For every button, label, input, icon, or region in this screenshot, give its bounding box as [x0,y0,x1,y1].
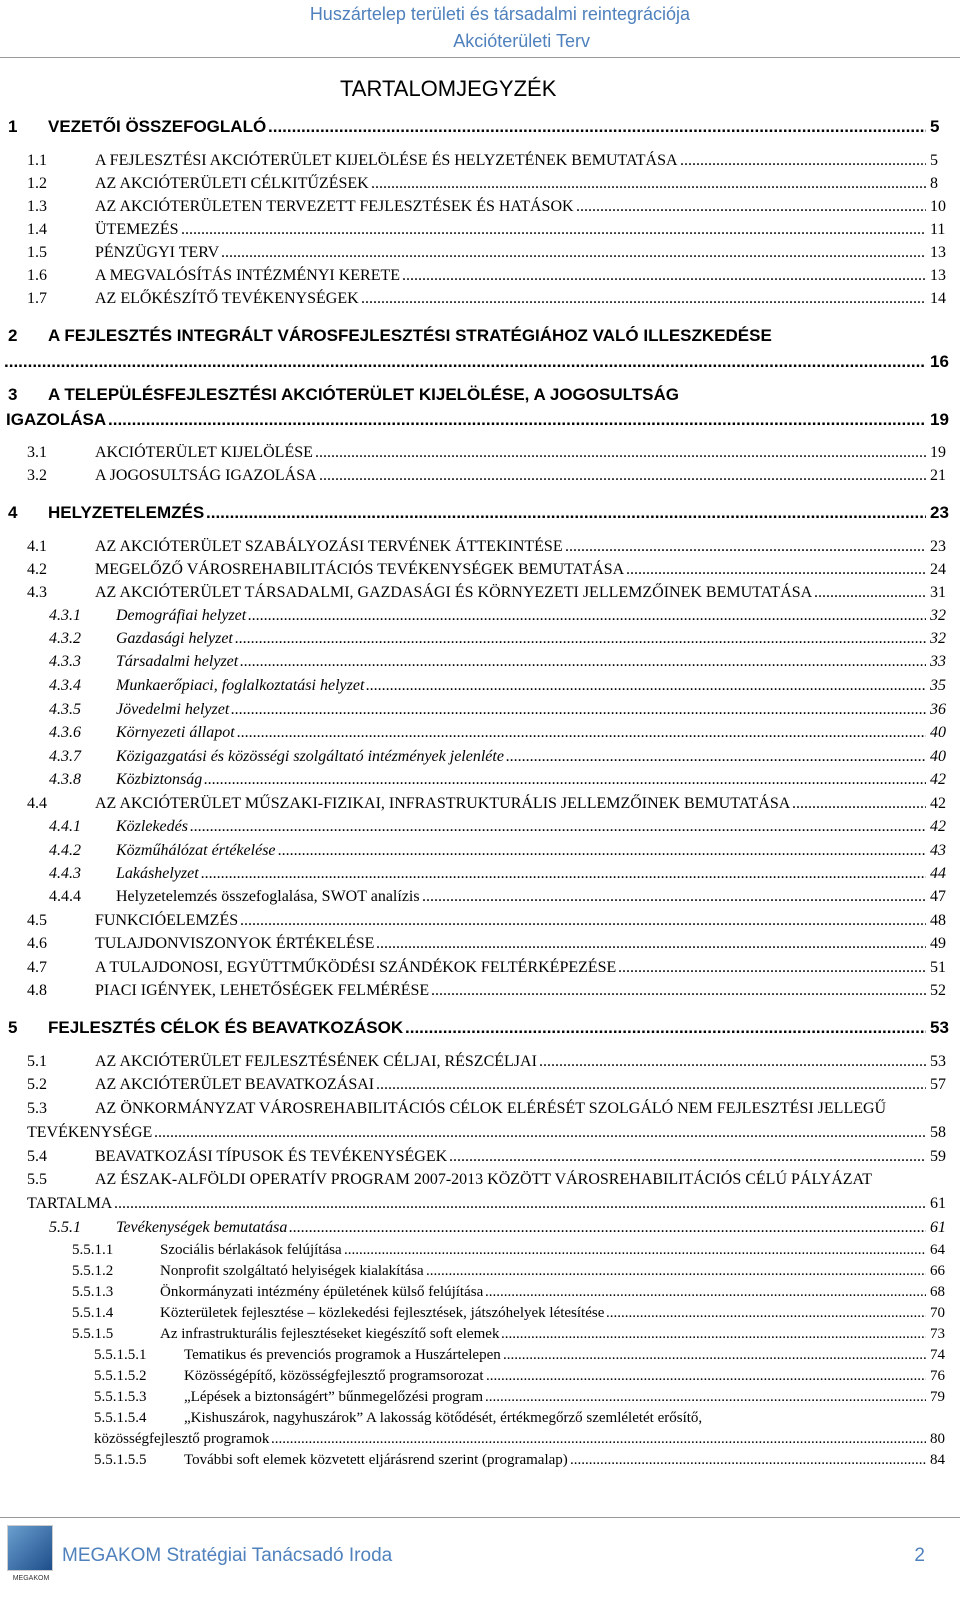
toc-entry-title: Önkormányzati intézmény épületének külső felújítása [160,1284,484,1300]
toc-entry-number: 5.5.1.5.2 [94,1368,147,1384]
toc-entry-4-5[interactable] [0,912,960,934]
toc-entry-page: 23 [930,503,949,522]
toc-entry-page: 35 [930,677,946,694]
toc-entry-4-8[interactable] [0,982,960,1004]
toc-entry-page: 44 [930,865,946,882]
toc-entry-title: Szociális bérlakások felújítása [160,1242,342,1258]
toc-entry-number: 4.4.2 [49,842,81,859]
toc-entry-title: FEJLESZTÉS CÉLOK ÉS BEAVATKOZÁSOK [48,1018,404,1037]
toc-entry-title: PÉNZÜGYI TERV [95,244,220,261]
toc-entry-title: Jövedelmi helyzet [116,701,230,718]
toc-entry-page: 61 [930,1219,946,1236]
megakom-logo-icon [7,1525,53,1582]
toc-entry-number: 4.3.2 [49,630,81,647]
toc-entry-title: VEZETŐI ÖSSZEFOGLALÓ [48,117,267,136]
toc-entry-5-4[interactable] [0,1148,960,1170]
toc-dot-leader [361,290,926,312]
toc-dot-leader [271,1431,926,1453]
toc-dot-leader [235,630,926,652]
toc-entry-page: 31 [930,584,946,601]
toc-entry-title: Tematikus és prevenciós programok a Huszártelepen [184,1347,501,1363]
toc-entry-title: AZ AKCIÓTERÜLET BEAVATKOZÁSAI [95,1076,375,1093]
toc-entry-4-3-7[interactable] [0,748,960,770]
toc-entry-page: 70 [930,1305,945,1321]
toc-entry-number: 4.4.1 [49,818,81,835]
toc-entry-title: Helyzetelemzés összefoglalása, SWOT analízis [116,888,420,905]
toc-entry-1-6[interactable] [0,267,960,289]
toc-entry-4-4[interactable] [0,795,960,817]
toc-entry-5-5-1-5-1[interactable] [0,1347,960,1369]
toc-entry-1-4[interactable] [0,221,960,243]
toc-entry-page: 79 [930,1389,945,1405]
footer-organization: MEGAKOM Stratégiai Tanácsadó Iroda [62,1545,393,1566]
toc-entry-page: 48 [930,912,946,929]
toc-entry-3-1[interactable] [0,444,960,466]
toc-entry-page: 10 [930,198,946,215]
toc-entry-page: 47 [930,888,946,905]
toc-entry-2[interactable] [0,326,960,348]
toc-entry-page: 8 [930,175,938,192]
toc-entry-page: 57 [930,1076,946,1093]
toc-entry-1[interactable] [0,117,960,139]
toc-entry-number: 5.5 [27,1171,47,1188]
toc-entry-number: 5 [8,1018,18,1037]
toc-dot-leader [4,352,926,374]
toc-entry-page: 84 [930,1452,945,1468]
toc-entry-page: 32 [930,630,946,647]
toc-entry-page: 80 [930,1431,945,1447]
toc-dot-leader [240,653,926,675]
toc-entry-page: 16 [930,352,949,371]
toc-entry-1-5[interactable] [0,244,960,266]
toc-entry-page: 68 [930,1284,945,1300]
toc-entry-page: 5 [930,117,940,136]
toc-dot-leader [422,888,926,910]
toc-dot-leader [206,503,926,525]
toc-entry-number: 4.3.3 [49,653,81,670]
toc-entry-3-2[interactable] [0,467,960,489]
toc-entry-number: 1.6 [27,267,47,284]
toc-entry-5-5-1-5-5[interactable] [0,1452,960,1474]
toc-entry-title: Közterületek fejlesztése – közlekedési fejlesztések, játszóhelyek létesítése [160,1305,605,1321]
toc-entry-number: 4.3.1 [49,607,81,624]
toc-entry-4-4-4[interactable] [0,888,960,910]
toc-entry-title: ÜTEMEZÉS [95,221,179,238]
toc-entry-title: A MEGVALÓSÍTÁS INTÉZMÉNYI KERETE [95,267,401,284]
toc-dot-leader [114,1195,926,1217]
toc-entry-4-1[interactable] [0,538,960,560]
toc-entry-page: 40 [930,724,946,741]
toc-entry-number: 4.3 [27,584,47,601]
toc-entry-4-3-1[interactable] [0,607,960,629]
toc-entry-title-continued: TARTALMA [27,1195,113,1212]
toc-dot-leader [431,982,926,1004]
toc-dot-leader [565,538,926,560]
toc-dot-leader [221,244,926,266]
toc-entry-title: Közműhálózat értékelése [116,842,276,859]
toc-dot-leader [626,561,926,583]
toc-entry-page: 33 [930,653,946,670]
toc-entry-title: Közösségépítő, közösségfejlesztő programsorozat [184,1368,484,1384]
toc-entry-number: 5.5.1.5.4 [94,1410,147,1426]
toc-entry-number: 5.5.1.5.3 [94,1389,147,1405]
toc-entry-5-5-1-1[interactable] [0,1242,960,1264]
toc-entry-number: 4.3.4 [49,677,81,694]
toc-entry-title: A FEJLESZTÉSI AKCIÓTERÜLET KIJELÖLÉSE ÉS HELYZETÉNEK BEMUTATÁSA [95,152,678,169]
toc-entry-number: 4.5 [27,912,47,929]
toc-entry-title: AZ ÖNKORMÁNYZAT VÁROSREHABILITÁCIÓS CÉLOK ELÉRÉSÉT SZOLGÁLÓ NEM FEJLESZTÉSI JELLEGŰ [95,1100,887,1117]
toc-entry-4[interactable] [0,503,960,525]
toc-entry-4-3-8[interactable] [0,771,960,793]
toc-entry-number: 4.3.7 [49,748,81,765]
toc-entry-title: AKCIÓTERÜLET KIJELÖLÉSE [95,444,313,461]
toc-entry-title: AZ ÉSZAK-ALFÖLDI OPERATÍV PROGRAM 2007-2013 KÖZÖTT VÁROSREHABILITÁCIÓS CÉLÚ PÁLYÁZAT [95,1171,873,1188]
toc-entry-1-1[interactable] [0,152,960,174]
toc-entry-page: 36 [930,701,946,718]
toc-entry-5-5-1-2[interactable] [0,1263,960,1285]
toc-entry-5-5-1-5-3[interactable] [0,1389,960,1411]
toc-dot-leader [402,267,926,289]
toc-entry-number: 1.1 [27,152,47,169]
toc-entry-4-2[interactable] [0,561,960,583]
toc-entry-number: 4.6 [27,935,47,952]
toc-dot-leader [278,842,926,864]
toc-entry-number: 5.5.1.5.5 [94,1452,147,1468]
toc-entry-5-3[interactable] [0,1100,960,1122]
toc-entry-number: 5.5.1.5.1 [94,1347,147,1363]
toc-entry-4-4-1[interactable] [0,818,960,840]
toc-entry-4-3-4[interactable] [0,677,960,699]
toc-entry-4-3-6[interactable] [0,724,960,746]
toc-dot-leader [371,175,926,197]
toc-entry-title: A FEJLESZTÉS INTEGRÁLT VÁROSFEJLESZTÉSI STRATÉGIÁHOZ VALÓ ILLESZKEDÉSE [48,326,772,345]
toc-entry-number: 1.3 [27,198,47,215]
toc-dot-leader [485,1284,926,1306]
toc-entry-title: A TELEPÜLÉSFEJLESZTÉSI AKCIÓTERÜLET KIJELÖLÉSE, A JOGOSULTSÁG [48,385,679,404]
toc-entry-page: 49 [930,935,946,952]
toc-entry-title: MEGELŐZŐ VÁROSREHABILITÁCIÓS TEVÉKENYSÉGEK BEMUTATÁSA [95,561,625,578]
toc-entry-page: 51 [930,959,946,976]
toc-dot-leader [154,1124,926,1146]
toc-entry-title: Az infrastrukturális fejlesztéseket kiegészítő soft elemek [160,1326,500,1342]
toc-entry-5-5-1-5-4-continued[interactable] [0,1431,960,1453]
header-document-title: Akcióterületi Terv [453,31,590,51]
toc-entry-page: 40 [930,748,946,765]
toc-entry-title: Demográfiai helyzet [116,607,247,624]
toc-entry-number: 5.4 [27,1148,47,1165]
toc-entry-page: 21 [930,467,946,484]
toc-entry-number: 3 [8,385,18,404]
toc-entry-page: 53 [930,1053,946,1070]
toc-entry-4-3-5[interactable] [0,701,960,723]
logo-wordmark: MEGAKOM [12,1575,50,1582]
toc-entry-4-3-2[interactable] [0,630,960,652]
toc-entry-number: 3.1 [27,444,47,461]
toc-entry-page: 14 [930,290,946,307]
toc-entry-page: 52 [930,982,946,999]
toc-entry-title: AZ AKCIÓTERÜLETI CÉLKITŰZÉSEK [95,175,369,192]
toc-entry-number: 4.1 [27,538,47,555]
toc-entry-page: 58 [930,1124,946,1141]
toc-entry-5-5[interactable] [0,1171,960,1193]
toc-entry-title-continued: TEVÉKENYSÉGE [27,1124,153,1141]
toc-entry-page: 74 [930,1347,945,1363]
toc-dot-leader [618,959,926,981]
toc-entry-3[interactable] [0,385,960,407]
toc-entry-title: FUNKCIÓELEMZÉS [95,912,239,929]
toc-entry-1-7[interactable] [0,290,960,312]
toc-dot-leader [814,584,926,606]
toc-dot-leader [344,1242,926,1264]
toc-entry-page: 13 [930,244,946,261]
toc-dot-leader [576,198,926,220]
toc-entry-page: 73 [930,1326,945,1342]
toc-entry-number: 5.3 [27,1100,47,1117]
toc-entry-title: Környezeti állapot [116,724,235,741]
toc-dot-leader [376,1076,926,1098]
toc-entry-title: HELYZETELEMZÉS [48,503,205,522]
toc-entry-5-5-1[interactable] [0,1219,960,1241]
toc-entry-5-2[interactable] [0,1076,960,1098]
toc-entry-page: 32 [930,607,946,624]
toc-entry-title: A TULAJDONOSI, EGYÜTTMŰKÖDÉSI SZÁNDÉKOK FELTÉRKÉPEZÉSE [95,959,617,976]
toc-dot-leader [201,865,926,887]
toc-dot-leader [268,117,926,139]
toc-entry-title: AZ AKCIÓTERÜLET MŰSZAKI-FIZIKAI, INFRASTRUKTURÁLIS JELLEMZŐINEK BEMUTATÁSA [95,795,791,812]
toc-entry-page: 61 [930,1195,946,1212]
toc-dot-leader [405,1018,926,1040]
toc-entry-number: 5.5.1.1 [72,1242,114,1258]
toc-entry-page: 76 [930,1368,945,1384]
toc-dot-leader [108,410,926,432]
toc-entry-title: Közigazgatási és közösségi szolgáltató intézmények jelenléte [116,748,504,765]
toc-entry-5-5-1-5-4[interactable] [0,1410,960,1432]
toc-dot-leader [570,1452,926,1474]
footer-page-number: 2 [914,1545,925,1566]
toc-entry-title: AZ ELŐKÉSZÍTŐ TEVÉKENYSÉGEK [95,290,359,307]
toc-dot-leader [792,795,926,817]
toc-entry-1-3[interactable] [0,198,960,220]
toc-entry-5-5-1-5-2[interactable] [0,1368,960,1390]
toc-entry-title: Nonprofit szolgáltató helyiségek kialakítása [160,1263,424,1279]
toc-entry-number: 4 [8,503,18,522]
toc-dot-leader [376,935,926,957]
toc-dot-leader [315,444,926,466]
toc-entry-page: 23 [930,538,946,555]
toc-dot-leader [539,1053,926,1075]
toc-entry-5-1[interactable] [0,1053,960,1075]
toc-dot-leader [237,724,926,746]
toc-entry-5[interactable] [0,1018,960,1040]
toc-entry-number: 5.5.1.5 [72,1326,114,1342]
toc-dot-leader [680,152,926,174]
footer-divider [0,1517,960,1518]
toc-entry-title: AZ AKCIÓTERÜLET SZABÁLYOZÁSI TERVÉNEK ÁTTEKINTÉSE [95,538,563,555]
toc-entry-page: 5 [930,152,938,169]
header-project-title: Huszártelep területi és társadalmi reintegrációja [309,4,690,24]
toc-entry-page: 11 [930,221,946,238]
toc-entry-page: 59 [930,1148,946,1165]
toc-entry-title: Tevékenységek bemutatása [116,1219,288,1236]
toc-dot-leader [190,818,926,840]
toc-entry-number: 1.5 [27,244,47,261]
toc-entry-number: 4.4 [27,795,47,812]
toc-entry-number: 5.5.1.2 [72,1263,114,1279]
toc-entry-4-6[interactable] [0,935,960,957]
toc-entry-title: További soft elemek közvetett eljárásrend szerint (programalap) [184,1452,568,1468]
toc-entry-4-4-3[interactable] [0,865,960,887]
toc-dot-leader [501,1326,926,1348]
toc-dot-leader [319,467,926,489]
toc-entry-page: 24 [930,561,946,578]
toc-entry-5-5-1-4[interactable] [0,1305,960,1327]
toc-entry-number: 3.2 [27,467,47,484]
toc-entry-page: 66 [930,1263,945,1279]
toc-entry-title: AZ AKCIÓTERÜLETEN TERVEZETT FEJLESZTÉSEK ÉS HATÁSOK [95,198,574,215]
toc-entry-title: A JOGOSULTSÁG IGAZOLÁSA [95,467,317,484]
toc-entry-title: BEAVATKOZÁSI TÍPUSOK ÉS TEVÉKENYSÉGEK [95,1148,448,1165]
toc-entry-number: 1 [8,117,18,136]
toc-entry-number: 4.7 [27,959,47,976]
toc-entry-number: 4.3.8 [49,771,81,788]
toc-dot-leader [506,748,926,770]
toc-entry-title-continued: közösségfejlesztő programok [94,1431,270,1447]
toc-entry-5-3-continued[interactable] [0,1124,960,1146]
toc-dot-leader [449,1148,926,1170]
toc-entry-number: 5.2 [27,1076,47,1093]
toc-entry-number: 5.1 [27,1053,47,1070]
toc-entry-number: 5.5.1.3 [72,1284,114,1300]
toc-entry-3-continued[interactable] [0,410,960,432]
toc-entry-number: 4.2 [27,561,47,578]
toc-entry-number: 4.3.5 [49,701,81,718]
toc-entry-4-3[interactable] [0,584,960,606]
toc-dot-leader [606,1305,926,1327]
toc-entry-1-2[interactable] [0,175,960,197]
toc-entry-title: Gazdasági helyzet [116,630,233,647]
toc-entry-number: 4.8 [27,982,47,999]
toc-entry-page: 13 [930,267,946,284]
toc-entry-5-5-1-5[interactable] [0,1326,960,1348]
toc-entry-number: 5.5.1.4 [72,1305,114,1321]
toc-dot-leader [204,771,926,793]
toc-dot-leader [240,912,926,934]
toc-entry-2-continued[interactable] [0,352,960,374]
toc-dot-leader [366,677,926,699]
toc-entry-number: 1.4 [27,221,47,238]
toc-entry-5-5-continued[interactable] [0,1195,960,1217]
toc-entry-number: 4.3.6 [49,724,81,741]
toc-entry-number: 2 [8,326,18,345]
toc-entry-title: Munkaerőpiaci, foglalkoztatási helyzet [116,677,365,694]
toc-dot-leader [181,221,926,243]
toc-entry-number: 4.4.4 [49,888,81,905]
toc-dot-leader [486,1368,926,1390]
toc-entry-title: Közbiztonság [116,771,203,788]
toc-entry-title: PIACI IGÉNYEK, LEHETŐSÉGEK FELMÉRÉSE [95,982,430,999]
toc-entry-page: 64 [930,1242,945,1258]
toc-dot-leader [248,607,926,629]
toc-dot-leader [503,1347,926,1369]
toc-dot-leader [231,701,926,723]
toc-entry-title: Társadalmi helyzet [116,653,239,670]
toc-dot-leader [289,1219,926,1241]
header-divider [0,57,960,58]
toc-entry-page: 42 [930,771,946,788]
toc-entry-page: 43 [930,842,946,859]
toc-entry-page: 53 [930,1018,949,1037]
toc-dot-leader [485,1389,926,1411]
toc-entry-page: 42 [930,795,946,812]
toc-entry-4-7[interactable] [0,959,960,981]
toc-entry-title: „Lépések a biztonságért” bűnmegelőzési program [184,1389,484,1405]
toc-entry-5-5-1-3[interactable] [0,1284,960,1306]
toc-entry-title: „Kishuszárok, nagyhuszárok” A lakosság kötődését, értékmegőrző szemléletét erősítő, [184,1410,703,1426]
toc-entry-title-continued: IGAZOLÁSA [6,410,107,429]
toc-entry-4-3-3[interactable] [0,653,960,675]
toc-entry-number: 1.7 [27,290,47,307]
toc-title: TARTALOMJEGYZÉK [340,76,557,101]
toc-entry-title: AZ AKCIÓTERÜLET FEJLESZTÉSÉNEK CÉLJAI, RÉSZCÉLJAI [95,1053,537,1070]
toc-entry-number: 5.5.1 [49,1219,81,1236]
toc-entry-title: AZ AKCIÓTERÜLET TÁRSADALMI, GAZDASÁGI ÉS KÖRNYEZETI JELLEMZŐINEK BEMUTATÁSA [95,584,813,601]
toc-entry-page: 42 [930,818,946,835]
toc-entry-4-4-2[interactable] [0,842,960,864]
toc-entry-number: 1.2 [27,175,47,192]
toc-entry-page: 19 [930,410,949,429]
toc-entry-page: 19 [930,444,946,461]
toc-dot-leader [426,1263,926,1285]
toc-entry-title: TULAJDONVISZONYOK ÉRTÉKELÉSE [95,935,375,952]
toc-entry-title: Közlekedés [116,818,188,835]
toc-entry-number: 4.4.3 [49,865,81,882]
toc-entry-title: Lakáshelyzet [116,865,199,882]
